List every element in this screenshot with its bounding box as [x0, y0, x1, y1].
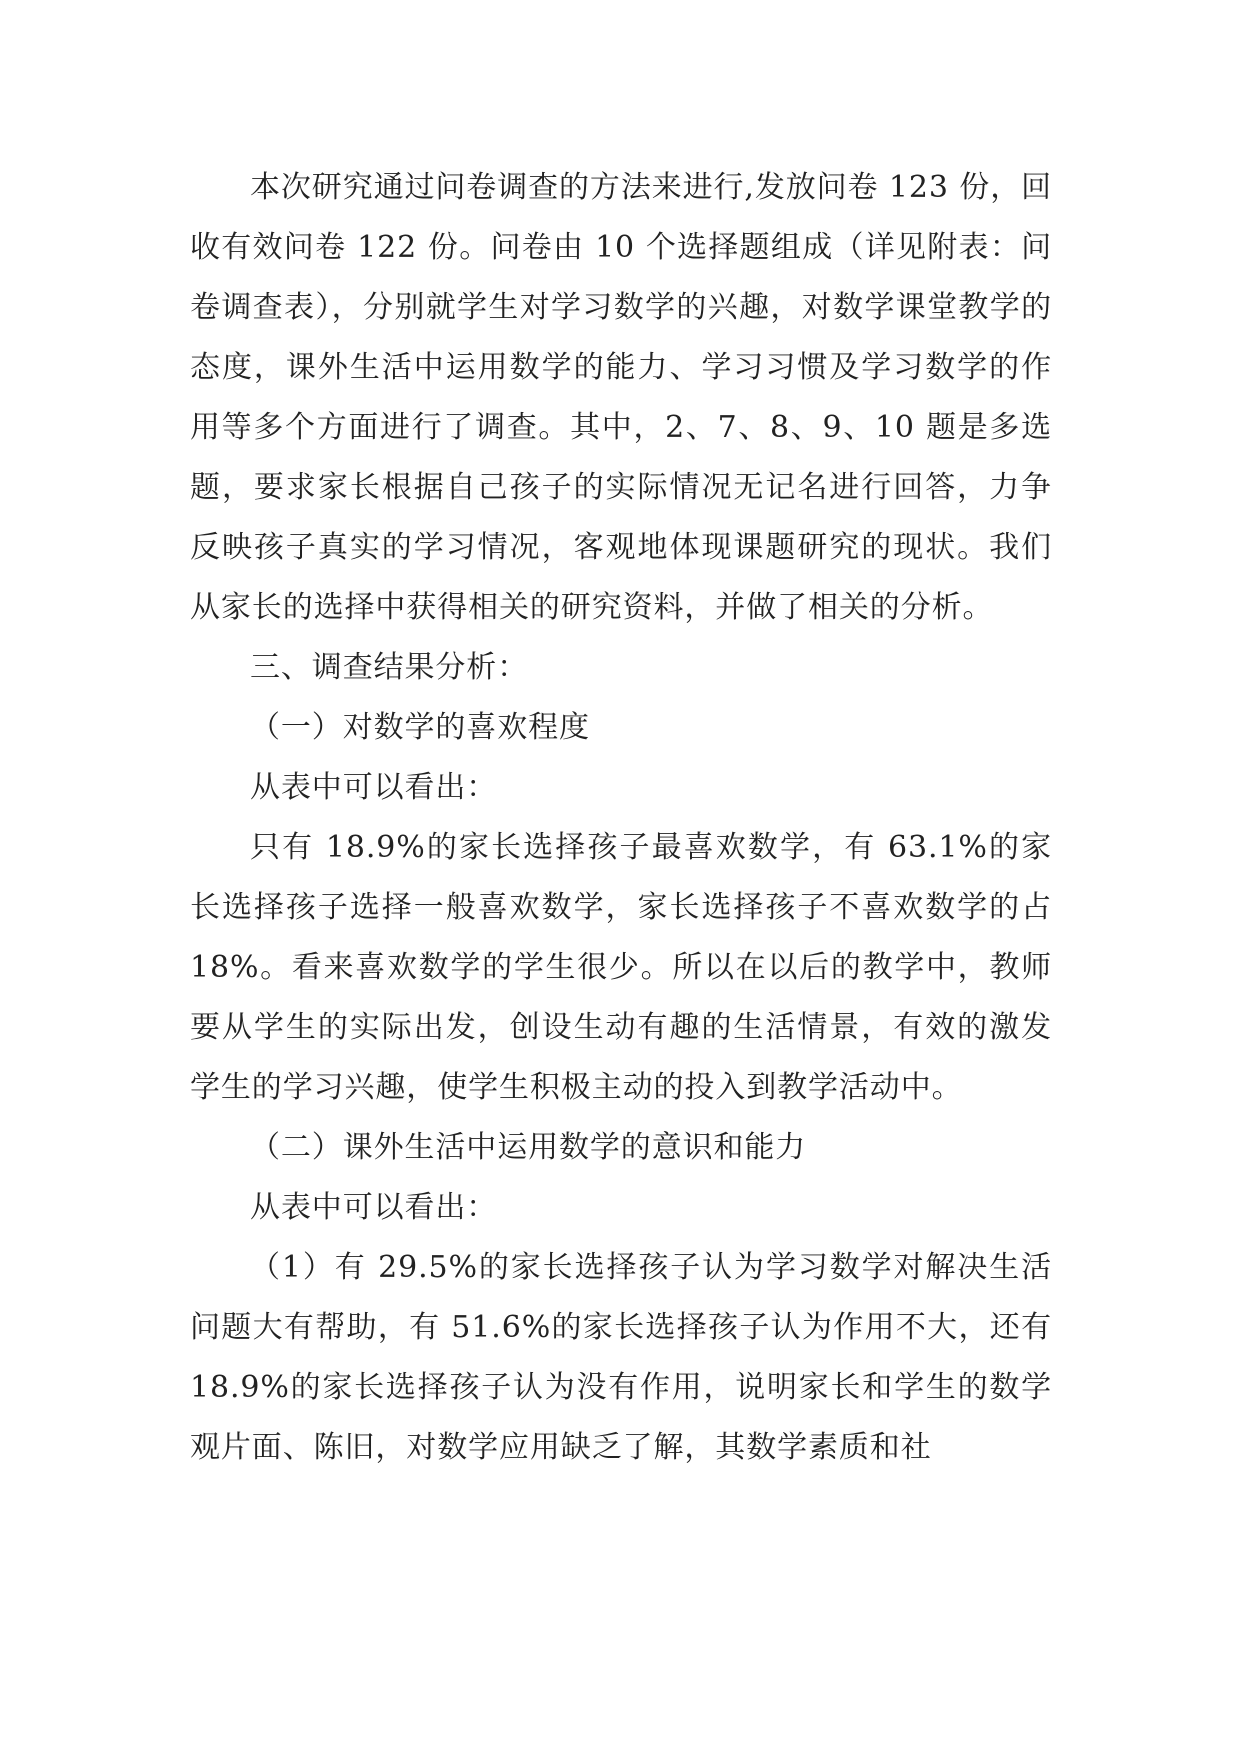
document-page — [190, 158, 1052, 1478]
table-observation-2: 从表中可以看出： — [250, 1190, 498, 1225]
subsection-heading-2: （二）课外生活中运用数学的意识和能力 — [250, 1130, 807, 1165]
intro-paragraph: 本次研究通过问卷调查的方法来进行,发放问卷 123 份，回收有效问卷 122 份。问卷由 10 个选择题组成（详见附表：问卷调查表），分别就学生对学习数学的兴趣，对数学课堂教学的态度，课外生活中运用数学的能力、学习习惯及学习数学的作用等多个方面进行了调查。其中，2、7、8、9、10 题是多选题，要求家长根据自己孩子的实际情况无记名进行回答，力争反映孩子真实的学习情况，客观地体现课题研究的现状。我们从家长的选择中获得相关的研究资料，并做了相关的分析。 — [190, 170, 1052, 625]
subsection-heading-1: （一）对数学的喜欢程度 — [250, 710, 590, 745]
table-observation-1: 从表中可以看出： — [250, 770, 498, 805]
analysis-paragraph-1: 只有 18.9%的家长选择孩子最喜欢数学，有 63.1%的家长选择孩子选择一般喜欢数学，家长选择孩子不喜欢数学的占 18%。看来喜欢数学的学生很少。所以在以后的教学中，教师要从学生的实际出发，创设生动有趣的生活情景，有效的激发学生的学习兴趣，使学生积极主动的投入到教学活动中。 — [190, 830, 1052, 1105]
section-heading-results: 三、调查结果分析： — [250, 650, 529, 685]
analysis-paragraph-2: （1）有 29.5%的家长选择孩子认为学习数学对解决生活问题大有帮助，有 51.6%的家长选择孩子认为作用不大，还有 18.9%的家长选择孩子认为没有作用，说明家长和学生的数学观片面、陈旧，对数学应用缺乏了解，其数学素质和社 — [190, 1250, 1052, 1465]
